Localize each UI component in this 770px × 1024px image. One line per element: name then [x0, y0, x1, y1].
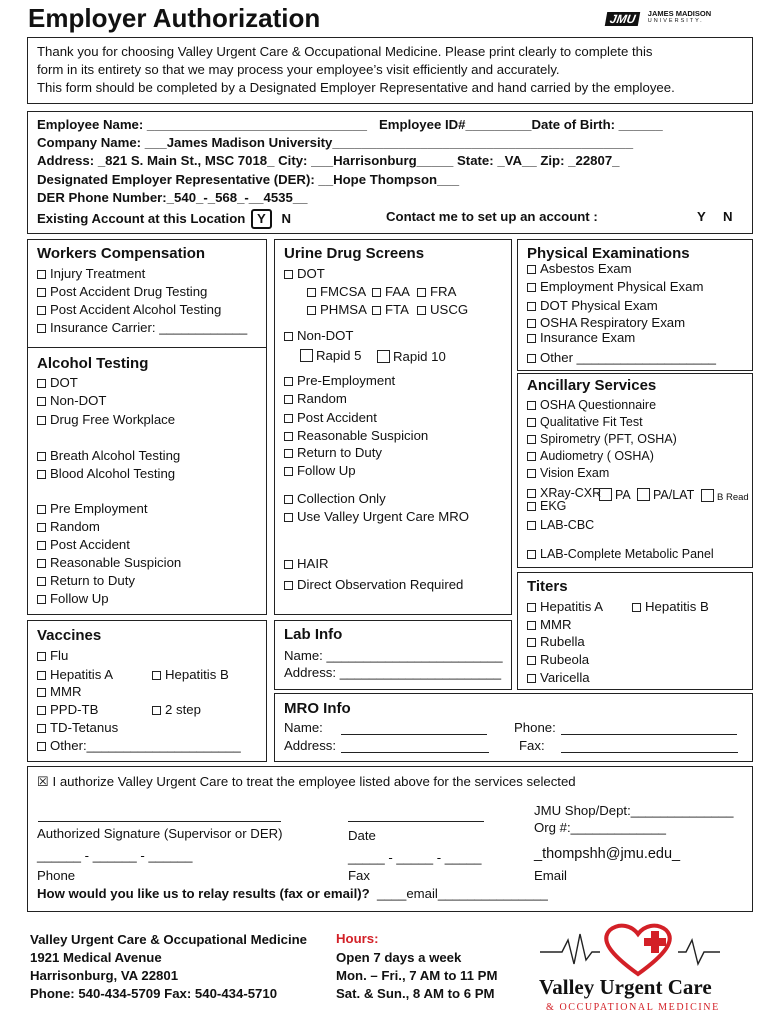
- jmu-shop-dept-field[interactable]: JMU Shop/Dept:______________: [534, 803, 734, 818]
- anc-qualitative-fit-test[interactable]: Qualitative Fit Test: [527, 414, 643, 430]
- date-label: Date: [348, 828, 376, 843]
- alcohol-return-to-duty[interactable]: Return to Duty: [37, 573, 135, 589]
- alcohol-follow-up[interactable]: Follow Up: [37, 591, 109, 607]
- alcohol-reasonable-suspicion[interactable]: Reasonable Suspicion: [37, 555, 181, 571]
- alcohol-post-accident[interactable]: Post Accident: [37, 537, 130, 553]
- titer-hepatitis-b[interactable]: Hepatitis B: [632, 599, 709, 615]
- zip-value[interactable]: _22807_: [568, 153, 620, 168]
- titer-mmr[interactable]: MMR: [527, 617, 572, 633]
- der-name-value[interactable]: __Hope Thompson___: [318, 172, 460, 187]
- titer-rubeola[interactable]: Rubeola: [527, 652, 589, 668]
- authorize-checkbox[interactable]: ☒ I authorize Valley Urgent Care to treat the employee listed above for the services selected: [37, 774, 576, 789]
- lab-name-field[interactable]: Name: ________________________: [284, 648, 503, 663]
- mro-fax-label: Fax:: [519, 738, 545, 753]
- email-label: Email: [534, 868, 567, 883]
- urine-post-accident[interactable]: Post Accident: [284, 410, 377, 426]
- anc-lab-cmp[interactable]: LAB-Complete Metabolic Panel: [527, 546, 714, 562]
- email-field[interactable]: _thompshh@jmu.edu_: [534, 846, 681, 862]
- hours-line-2: Mon. – Fri., 7 AM to 11 PM: [336, 968, 498, 983]
- hours-title: Hours:: [336, 931, 379, 946]
- mro-name-input[interactable]: [341, 734, 487, 735]
- footer-contact: Phone: 540-434-5709 Fax: 540-434-5710: [30, 986, 278, 1001]
- employee-id-dob-field[interactable]: Employee ID#_________Date of Birth: ______: [379, 117, 663, 132]
- urine-fta[interactable]: FTA: [372, 302, 409, 318]
- vaccines-title: Vaccines: [37, 627, 102, 644]
- anc-xray-pa-lat[interactable]: PA/LAT: [637, 487, 694, 503]
- relay-question: How would you like us to relay results (fax or email)?: [37, 886, 370, 901]
- urine-return-to-duty[interactable]: Return to Duty: [284, 445, 382, 461]
- mro-phone-input[interactable]: [561, 734, 737, 735]
- existing-yes-option[interactable]: Y: [251, 209, 272, 229]
- der-row: Designated Employer Representative (DER): __Hope Thompson___: [37, 172, 460, 187]
- pe-insurance-exam[interactable]: Insurance Exam: [527, 330, 635, 346]
- anc-xray-cxr[interactable]: XRay-CXR: [527, 485, 601, 501]
- lab-address-field[interactable]: Address: ______________________: [284, 665, 502, 680]
- relay-answer-field[interactable]: ____email_______________: [377, 886, 548, 901]
- hours-line-3: Sat. & Sun., 8 AM to 6 PM: [336, 986, 495, 1001]
- address-row: Address: _821 S. Main St., MSC 7018_ City: ___Harrisonburg_____ State: _VA__ Zip: _22807_: [37, 153, 620, 168]
- logo-sub-text: & OCCUPATIONAL MEDICINE: [546, 1002, 720, 1013]
- anc-spirometry[interactable]: Spirometry (PFT, OSHA): [527, 431, 677, 447]
- wc-post-accident-alcohol[interactable]: Post Accident Alcohol Testing: [37, 302, 221, 318]
- alcohol-blood[interactable]: Blood Alcohol Testing: [37, 466, 175, 482]
- state-value[interactable]: _VA__: [497, 153, 537, 168]
- anc-xray-pa[interactable]: PA: [599, 487, 631, 503]
- pe-employment-physical[interactable]: Employment Physical Exam: [527, 279, 703, 295]
- phone-label: Phone: [37, 868, 76, 883]
- anc-audiometry[interactable]: Audiometry ( OSHA): [527, 448, 654, 464]
- urine-direct-observation[interactable]: Direct Observation Required: [284, 577, 463, 593]
- contact-label: Contact me to set up an account :: [386, 209, 598, 224]
- vac-mmr[interactable]: MMR: [37, 684, 82, 700]
- alcohol-breath[interactable]: Breath Alcohol Testing: [37, 448, 180, 464]
- mro-address-label: Address:: [284, 738, 337, 753]
- footer-city: Harrisonburg, VA 22801: [30, 968, 179, 983]
- fax-field[interactable]: _____ - _____ - _____: [348, 850, 482, 865]
- urine-dot[interactable]: DOT: [284, 266, 325, 282]
- employee-name-field[interactable]: Employee Name: ______________________________: [37, 117, 367, 132]
- urine-use-vuc-mro[interactable]: Use Valley Urgent Care MRO: [284, 509, 469, 525]
- existing-no-option[interactable]: N: [281, 211, 291, 226]
- pe-dot-physical[interactable]: DOT Physical Exam: [527, 298, 658, 314]
- company-name-field[interactable]: Company Name: ___James Madison University_________________________________________: [37, 135, 634, 150]
- vac-ppd-tb[interactable]: PPD-TB: [37, 702, 98, 718]
- alcohol-drug-free-workplace[interactable]: Drug Free Workplace: [37, 412, 175, 428]
- anc-vision-exam[interactable]: Vision Exam: [527, 465, 609, 481]
- urine-fra[interactable]: FRA: [417, 284, 456, 300]
- urine-pre-employment[interactable]: Pre-Employment: [284, 373, 395, 389]
- urine-rapid-10[interactable]: Rapid 10: [377, 349, 446, 365]
- titer-hepatitis-a[interactable]: Hepatitis A: [527, 599, 603, 615]
- alcohol-non-dot[interactable]: Non-DOT: [37, 393, 106, 409]
- intro-text-1: Thank you for choosing Valley Urgent Care & Occupational Medicine. Please print clearly to complete this: [37, 44, 653, 59]
- pe-osha-respiratory[interactable]: OSHA Respiratory Exam: [527, 315, 685, 331]
- mro-fax-input[interactable]: [561, 752, 738, 753]
- alcohol-dot[interactable]: DOT: [37, 375, 78, 391]
- page-title: Employer Authorization: [28, 3, 321, 33]
- wc-insurance-carrier[interactable]: Insurance Carrier: ____________: [37, 320, 247, 336]
- urine-drug-screens-title: Urine Drug Screens: [284, 245, 425, 262]
- footer-org-name: Valley Urgent Care & Occupational Medicine: [30, 932, 308, 947]
- anc-lab-cbc[interactable]: LAB-CBC: [527, 517, 594, 533]
- signature-line[interactable]: [38, 821, 281, 822]
- hours-line-1: Open 7 days a week: [336, 950, 462, 965]
- vac-other[interactable]: Other:_____________________: [37, 738, 241, 754]
- vac-flu[interactable]: Flu: [37, 648, 68, 664]
- heart-cross-icon: [540, 920, 740, 978]
- anc-b-read[interactable]: B Read: [701, 489, 749, 506]
- divider: [27, 347, 267, 348]
- wc-injury-treatment[interactable]: Injury Treatment: [37, 266, 145, 282]
- pe-other[interactable]: Other ___________________: [527, 350, 716, 366]
- alcohol-pre-employment[interactable]: Pre Employment: [37, 501, 147, 517]
- titers-title: Titers: [527, 578, 568, 595]
- titer-varicella[interactable]: Varicella: [527, 670, 590, 686]
- alcohol-random[interactable]: Random: [37, 519, 100, 535]
- urine-hair[interactable]: HAIR: [284, 556, 329, 572]
- mro-phone-label: Phone:: [514, 720, 556, 735]
- vac-2-step[interactable]: 2 step: [152, 702, 201, 718]
- urine-random[interactable]: Random: [284, 391, 347, 407]
- anc-osha-questionnaire[interactable]: OSHA Questionnaire: [527, 397, 656, 413]
- urine-rapid-5[interactable]: Rapid 5: [300, 348, 361, 364]
- intro-text-2: form in its entirety so that we may process your employee’s visit efficiently and accurately.: [37, 62, 560, 77]
- address-value[interactable]: _821 S. Main St., MSC 7018_: [97, 153, 275, 168]
- city-value[interactable]: ___Harrisonburg_____: [311, 153, 454, 168]
- urine-non-dot[interactable]: Non-DOT: [284, 328, 353, 344]
- contact-no-option[interactable]: N: [723, 209, 733, 224]
- logo-main-text: Valley Urgent Care: [539, 975, 712, 999]
- der-phone-field[interactable]: DER Phone Number:_540_-_568_-__4535__: [37, 190, 308, 205]
- mro-name-label: Name:: [284, 720, 323, 735]
- urine-reasonable-suspicion[interactable]: Reasonable Suspicion: [284, 428, 428, 444]
- intro-text-3: This form should be completed by a Designated Employer Representative and hand carried by the employee.: [37, 80, 675, 95]
- date-line[interactable]: [348, 821, 484, 822]
- urine-uscg[interactable]: USCG: [417, 302, 468, 318]
- mro-info-title: MRO Info: [284, 700, 351, 717]
- existing-account-row: Existing Account at this Location Y N: [37, 209, 291, 229]
- urine-collection-only[interactable]: Collection Only: [284, 491, 386, 507]
- jmu-logo: JMU JAMES MADISON UNIVERSITY.: [606, 10, 711, 28]
- footer-street: 1921 Medical Avenue: [30, 950, 162, 965]
- wc-post-accident-drug[interactable]: Post Accident Drug Testing: [37, 284, 207, 300]
- vac-hepatitis-b[interactable]: Hepatitis B: [152, 667, 229, 683]
- fax-label: Fax: [348, 868, 370, 883]
- titer-rubella[interactable]: Rubella: [527, 634, 585, 650]
- ancillary-services-title: Ancillary Services: [527, 377, 657, 394]
- vac-hepatitis-a[interactable]: Hepatitis A: [37, 667, 113, 683]
- urine-phmsa[interactable]: PHMSA: [307, 302, 367, 318]
- signature-label: Authorized Signature (Supervisor or DER): [37, 826, 283, 841]
- org-number-field[interactable]: Org #:_____________: [534, 820, 666, 835]
- anc-ekg[interactable]: EKG: [527, 498, 566, 514]
- valley-urgent-care-logo: [540, 920, 740, 983]
- physical-exams-title: Physical Examinations: [527, 245, 690, 262]
- mro-address-input[interactable]: [341, 752, 489, 753]
- phone-field[interactable]: ______ - ______ - ______: [37, 848, 193, 863]
- contact-yes-option[interactable]: Y: [697, 209, 706, 224]
- workers-comp-title: Workers Compensation: [37, 245, 206, 262]
- urine-faa[interactable]: FAA: [372, 284, 410, 300]
- pe-asbestos[interactable]: Asbestos Exam: [527, 261, 632, 277]
- urine-fmcsa[interactable]: FMCSA: [307, 284, 366, 300]
- alcohol-testing-title: Alcohol Testing: [37, 355, 149, 372]
- urine-follow-up[interactable]: Follow Up: [284, 463, 356, 479]
- vac-td-tetanus[interactable]: TD-Tetanus: [37, 720, 118, 736]
- lab-info-title: Lab Info: [284, 626, 343, 643]
